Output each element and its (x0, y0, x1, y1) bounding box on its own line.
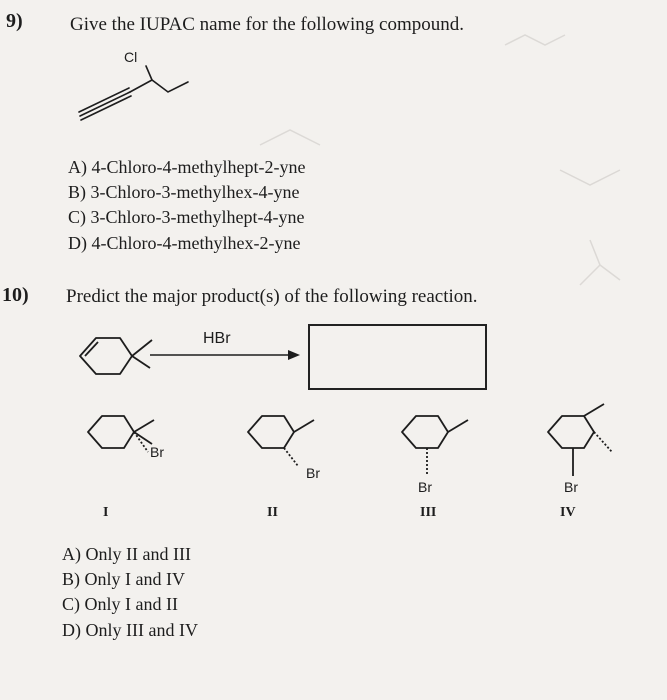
question-9-prompt: Give the IUPAC name for the following compound. (70, 14, 465, 35)
question-10-prompt: Predict the major product(s) of the following reaction. (66, 286, 478, 307)
product-numeral-iii: III (420, 505, 437, 520)
product-numeral-iv: IV (560, 505, 576, 520)
reagent-hbr: HBr (203, 330, 231, 347)
product-iii-bromine-label: Br (418, 479, 432, 495)
question-10-option-d[interactable]: D) Only III and IV (62, 620, 198, 640)
product-i-bromine-label: Br (150, 444, 164, 460)
question-9-option-a[interactable]: A) 4-Chloro-4-methylhept-2-yne (68, 157, 306, 177)
question-9-option-c[interactable]: C) 3-Chloro-3-methylhept-4-yne (68, 207, 305, 227)
question-9-chlorine-label: Cl (124, 49, 138, 65)
product-numeral-ii: II (267, 505, 278, 520)
question-10-number: 10) (2, 284, 29, 306)
question-9-option-b[interactable]: B) 3-Chloro-3-methylhex-4-yne (68, 182, 300, 202)
question-10-option-b[interactable]: B) Only I and IV (62, 569, 185, 589)
question-10-option-c[interactable]: C) Only I and II (62, 594, 178, 614)
product-numeral-i: I (103, 505, 109, 520)
product-iv-bromine-label: Br (564, 479, 578, 495)
product-ii-bromine-label: Br (306, 465, 320, 481)
question-9-number: 9) (6, 10, 23, 32)
question-10-option-a[interactable]: A) Only II and III (62, 544, 191, 564)
question-9-option-d[interactable]: D) 4-Chloro-4-methylhex-2-yne (68, 233, 301, 253)
